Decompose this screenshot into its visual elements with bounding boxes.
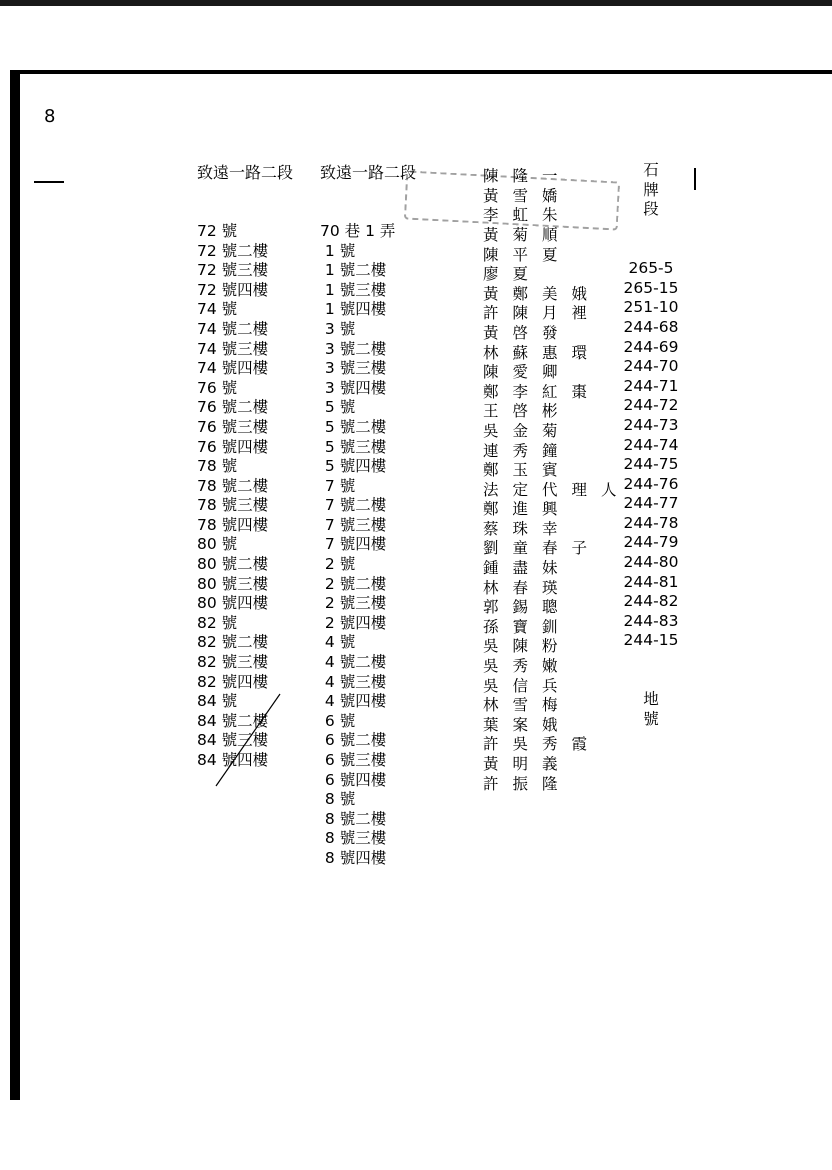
address-entry: 4 號三樓 [320,672,387,691]
address-entry: 3 號 [320,319,356,338]
address-entry: 6 號三樓 [320,751,387,769]
owner-name: 吳金菊 [483,421,572,440]
land-number: 244-76 [623,474,679,493]
land-number: 244-73 [623,415,679,434]
address-entry: 72 號 [197,221,238,240]
land-number: 251-10 [623,298,679,317]
land-number: 265-15 [623,278,679,297]
owner-name: 吳秀嫩 [483,657,572,676]
address-entry: 82 號二樓 [197,633,269,652]
land-number: 244-80 [623,553,679,572]
land-number-footer [606,690,696,729]
land-number-column [606,122,696,749]
owner-name: 鄭李紅棗 [483,382,602,401]
address-entry: 72 號三樓 [197,261,269,280]
address-entry: 6 號 [320,711,356,730]
address-entry: 4 號 [320,633,356,652]
address-entry: 80 號四樓 [197,594,269,613]
owner-name: 黃菊順 [483,225,572,244]
address-entry: 74 號 [197,300,238,319]
land-number: 265-5 [628,259,674,278]
address-entry: 76 號二樓 [197,398,269,417]
land-number: 244-83 [623,611,679,630]
owner-name: 黃鄭美娥 [483,284,602,303]
address-entry: 80 號二樓 [197,555,269,574]
address-entry: 3 號二樓 [320,339,387,358]
address-entry: 82 號三樓 [197,653,269,672]
land-number: 244-81 [623,572,679,591]
land-number: 244-77 [623,494,679,513]
land-number: 244-15 [623,631,679,650]
address-entry: 84 號二樓 [197,711,269,730]
address-entry: 7 號四樓 [320,535,387,554]
land-number: 244-75 [623,455,679,474]
land-number: 244-71 [623,376,679,395]
land-number: 244-74 [623,435,679,454]
address-entry: 72 號二樓 [197,241,269,260]
owner-name: 法定代理人 [483,480,631,499]
owner-name: 林蘇惠環 [483,343,602,362]
owner-name: 李虹朱 [483,206,572,225]
road-header-a: 致遠一路二段 [197,163,294,183]
owner-name: 黃雪嬌 [483,186,572,205]
address-entry: 8 號三樓 [320,829,387,848]
land-number: 244-68 [623,317,679,336]
address-column-b [320,124,416,888]
land-number: 244-82 [623,592,679,611]
land-number: 244-78 [623,513,679,532]
address-entry: 78 號 [197,457,238,476]
address-entry: 8 號二樓 [320,809,387,828]
address-entry: 6 號二樓 [320,731,387,750]
land-footer-char: 地 [643,690,659,709]
address-entry: 84 號三樓 [197,731,269,750]
owner-name: 許吳秀霞 [483,735,602,754]
owner-name: 鍾盡妹 [483,559,572,578]
owner-name: 吳陳粉 [483,637,572,656]
address-entry: 4 號二樓 [320,653,387,672]
owner-name: 許振隆 [483,774,572,793]
owner-name: 黃明義 [483,755,572,773]
land-header-char: 段 [643,200,659,219]
owner-name: 孫寶釧 [483,617,572,636]
address-entry: 78 號二樓 [197,476,269,495]
address-entry: 78 號三樓 [197,496,269,515]
margin-mark: 8 [44,106,56,127]
address-entry: 76 號 [197,378,238,397]
address-entry: 5 號二樓 [320,417,387,436]
scan-edge-left [10,70,20,1100]
address-entry: 3 號三樓 [320,359,387,378]
address-entry: 76 號三樓 [197,417,269,436]
address-entry: 7 號 [320,476,356,495]
owner-name: 黃啓發 [483,323,572,342]
land-number: 244-79 [623,533,679,552]
owner-name: 鄭進興 [483,500,572,519]
address-entry: 1 號四樓 [320,300,387,319]
land-number-list [606,259,696,651]
address-entry: 1 號 [320,241,356,260]
land-number: 244-70 [623,357,679,376]
owner-name: 連秀鐘 [483,441,572,460]
land-footer-char: 號 [643,709,659,728]
owner-name: 陳平夏 [483,245,572,264]
address-entry: 78 號四樓 [197,515,269,534]
address-entry: 80 號 [197,535,238,554]
address-entry: 74 號三樓 [197,339,269,358]
land-header-char: 牌 [643,180,659,199]
address-entry: 70 巷 1 弄 [320,221,396,240]
address-entry: 5 號 [320,398,356,417]
owner-name: 王啓彬 [483,402,572,421]
owner-name: 蔡珠幸 [483,519,572,538]
address-entry: 2 號 [320,555,356,574]
address-entry: 84 號四樓 [197,751,269,769]
address-entry: 74 號四樓 [197,359,269,378]
owner-name: 林雪梅 [483,696,572,715]
owner-name: 陳隆一 [483,167,572,186]
address-entry: 2 號二樓 [320,574,387,593]
address-entry: 82 號四樓 [197,672,269,691]
owner-name: 葉案娥 [483,715,572,734]
address-entry: 8 號 [320,790,356,809]
owner-name: 陳愛卿 [483,363,572,382]
address-entry: 4 號四樓 [320,692,387,711]
address-entry: 5 號四樓 [320,457,387,476]
owner-name: 劉童春子 [483,539,602,558]
address-list-b [320,222,416,869]
address-entry: 84 號 [197,692,238,711]
address-entry: 7 號二樓 [320,496,387,515]
scan-edge-strip [20,70,832,74]
scan-edge-top [0,0,832,6]
address-entry: 3 號四樓 [320,378,387,397]
land-number: 244-72 [623,396,679,415]
owner-name: 鄭玉賓 [483,461,572,480]
owner-name: 林春瑛 [483,578,572,597]
owner-name: 廖夏 [483,265,543,284]
address-entry: 5 號三樓 [320,437,387,456]
address-entry: 2 號四樓 [320,613,387,632]
address-entry: 76 號四樓 [197,437,269,456]
address-entry: 72 號四樓 [197,280,269,299]
owner-name: 郭錫聰 [483,598,572,617]
owner-name: 吳信兵 [483,676,572,695]
address-entry: 7 號三樓 [320,515,387,534]
address-entry: 2 號三樓 [320,594,387,613]
address-entry: 1 號三樓 [320,280,387,299]
address-entry: 1 號二樓 [320,261,387,280]
address-list-a [197,222,293,771]
land-header-char: 石 [643,161,659,180]
pen-annotation-line [210,690,290,790]
address-entry: 82 號 [197,613,238,632]
address-entry: 6 號四樓 [320,770,387,789]
address-entry: 80 號三樓 [197,574,269,593]
land-section-header [606,161,696,220]
address-entry: 74 號二樓 [197,319,269,338]
scan-artifact-line [34,181,64,183]
address-entry: 8 號四樓 [320,848,387,867]
road-header-b: 致遠一路二段 [320,163,417,183]
owner-name: 許陳月裡 [483,304,602,323]
land-number: 244-69 [623,337,679,356]
